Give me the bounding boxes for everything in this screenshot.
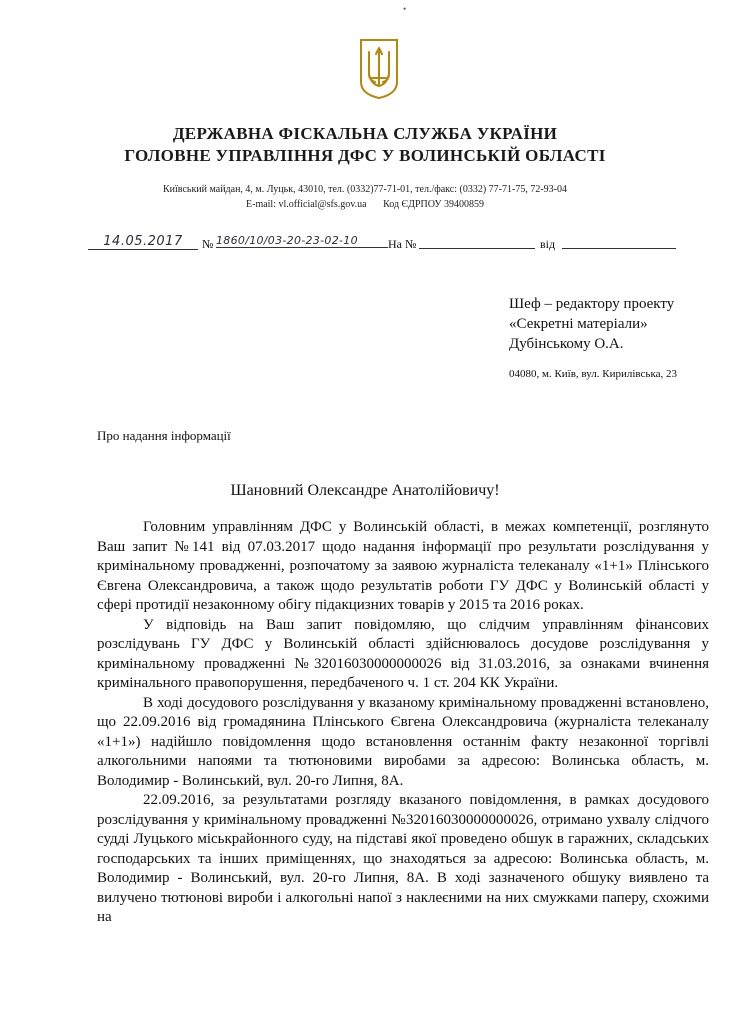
org-name-line1: ДЕРЖАВНА ФІСКАЛЬНА СЛУЖБА УКРАЇНИ <box>172 124 558 143</box>
recipient-project: «Секретні матеріали» <box>509 316 648 332</box>
reference-date-blank <box>562 248 676 249</box>
body-paragraph: У відповідь на Ваш запит повідомляю, що слідчим управлінням фінансових розслідувань ГУ ДФС у Волинській області здійснювалось досудове розслідування у кримінальному провадженні №32016030000000026 від 31.03.2016, за ознаками вчинення кримінального правопорушення, передбаченого ч. 1 ст. 204 КК України. <box>97 616 709 691</box>
body-paragraph: В ході досудового розслідування у вказаному кримінальному провадженні встановлено, що 22.09.2016 від громадянина Плінського Євгена Олександровича (журналіста телеканалу «1+1») надійшло повідомлення щодо встановлення останнім факту незаконної торгівлі алкогольними напоями та тютюновими виробами за адресою: Волинська область, м. Володимир - Волинський, вул. 20-го Липня, 8А. <box>97 694 709 789</box>
body-paragraph: 22.09.2016, за результатами розгляду вказаного повідомлення, в рамках досудового розслідування у кримінальному провадженні №32016030000000026, отримано ухвалу слідчого судді Луцького міськрайонного суду, на підставі якої проведено обшук в гаражних, складських господарських та інших приміщеннях, що знаходяться за адресою: Волинська область, м. Володимир - Волинський, вул. 20-го Липня, 8А. В ході зазначеного обшуку виявлено та вилучено тютюнові вироби і алкогольні напої з наклеєними на них смужками паперу, схожими на <box>97 792 709 925</box>
org-address: Київський майдан, 4, м. Луцьк, 43010, тел. (0332)77-71-01, тел./факс: (0332) 77-71-75, 72-93-04 <box>162 184 567 195</box>
org-contacts <box>0 199 730 210</box>
letter-body <box>97 518 709 928</box>
registration-number: 1860/10/03-20-23-02-10 <box>216 234 388 248</box>
registration-line <box>88 234 688 256</box>
reference-date-label: від <box>540 237 556 251</box>
body-paragraph: Головним управлінням ДФС у Волинській області, в межах компетенції, розглянуто Ваш запит №141 від 07.03.2017 щодо надання інформації про результати розслідування у кримінальному провадженні, розпочатому за заявою журналіста телеканалу «1+1» Плінського Євгена Олександровича, а також щодо результатів роботи ГУ ДФС у Волинській області у сфері протидії незаконному обігу підакцизних товарів у 2015 та 2016 роках. <box>97 519 709 613</box>
trident-icon <box>357 38 401 100</box>
reference-no-label: На № <box>388 237 417 251</box>
org-code: Код ЄДРПОУ 39400859 <box>383 199 484 210</box>
recipient-name: Дубінському О.А. <box>509 336 624 352</box>
registration-no-label: № <box>202 237 214 251</box>
recipient-block <box>509 294 674 354</box>
org-email: E-mail: vl.official@sfs.gov.ua <box>246 199 367 210</box>
salutation: Шановний Олександре Анатолійовичу! <box>230 482 500 499</box>
reference-no-blank <box>419 248 535 249</box>
recipient-position: Шеф – редактору проекту <box>509 296 675 312</box>
page-mark: • <box>403 4 407 14</box>
org-name-line2: ГОЛОВНЕ УПРАВЛІННЯ ДФС У ВОЛИНСЬКІЙ ОБЛАСТІ <box>124 146 606 165</box>
recipient-address: 04080, м. Київ, вул. Кирилівська, 23 <box>509 368 678 380</box>
registration-date: 14.05.2017 <box>88 234 198 250</box>
letter-subject: Про надання інформації <box>97 428 231 443</box>
